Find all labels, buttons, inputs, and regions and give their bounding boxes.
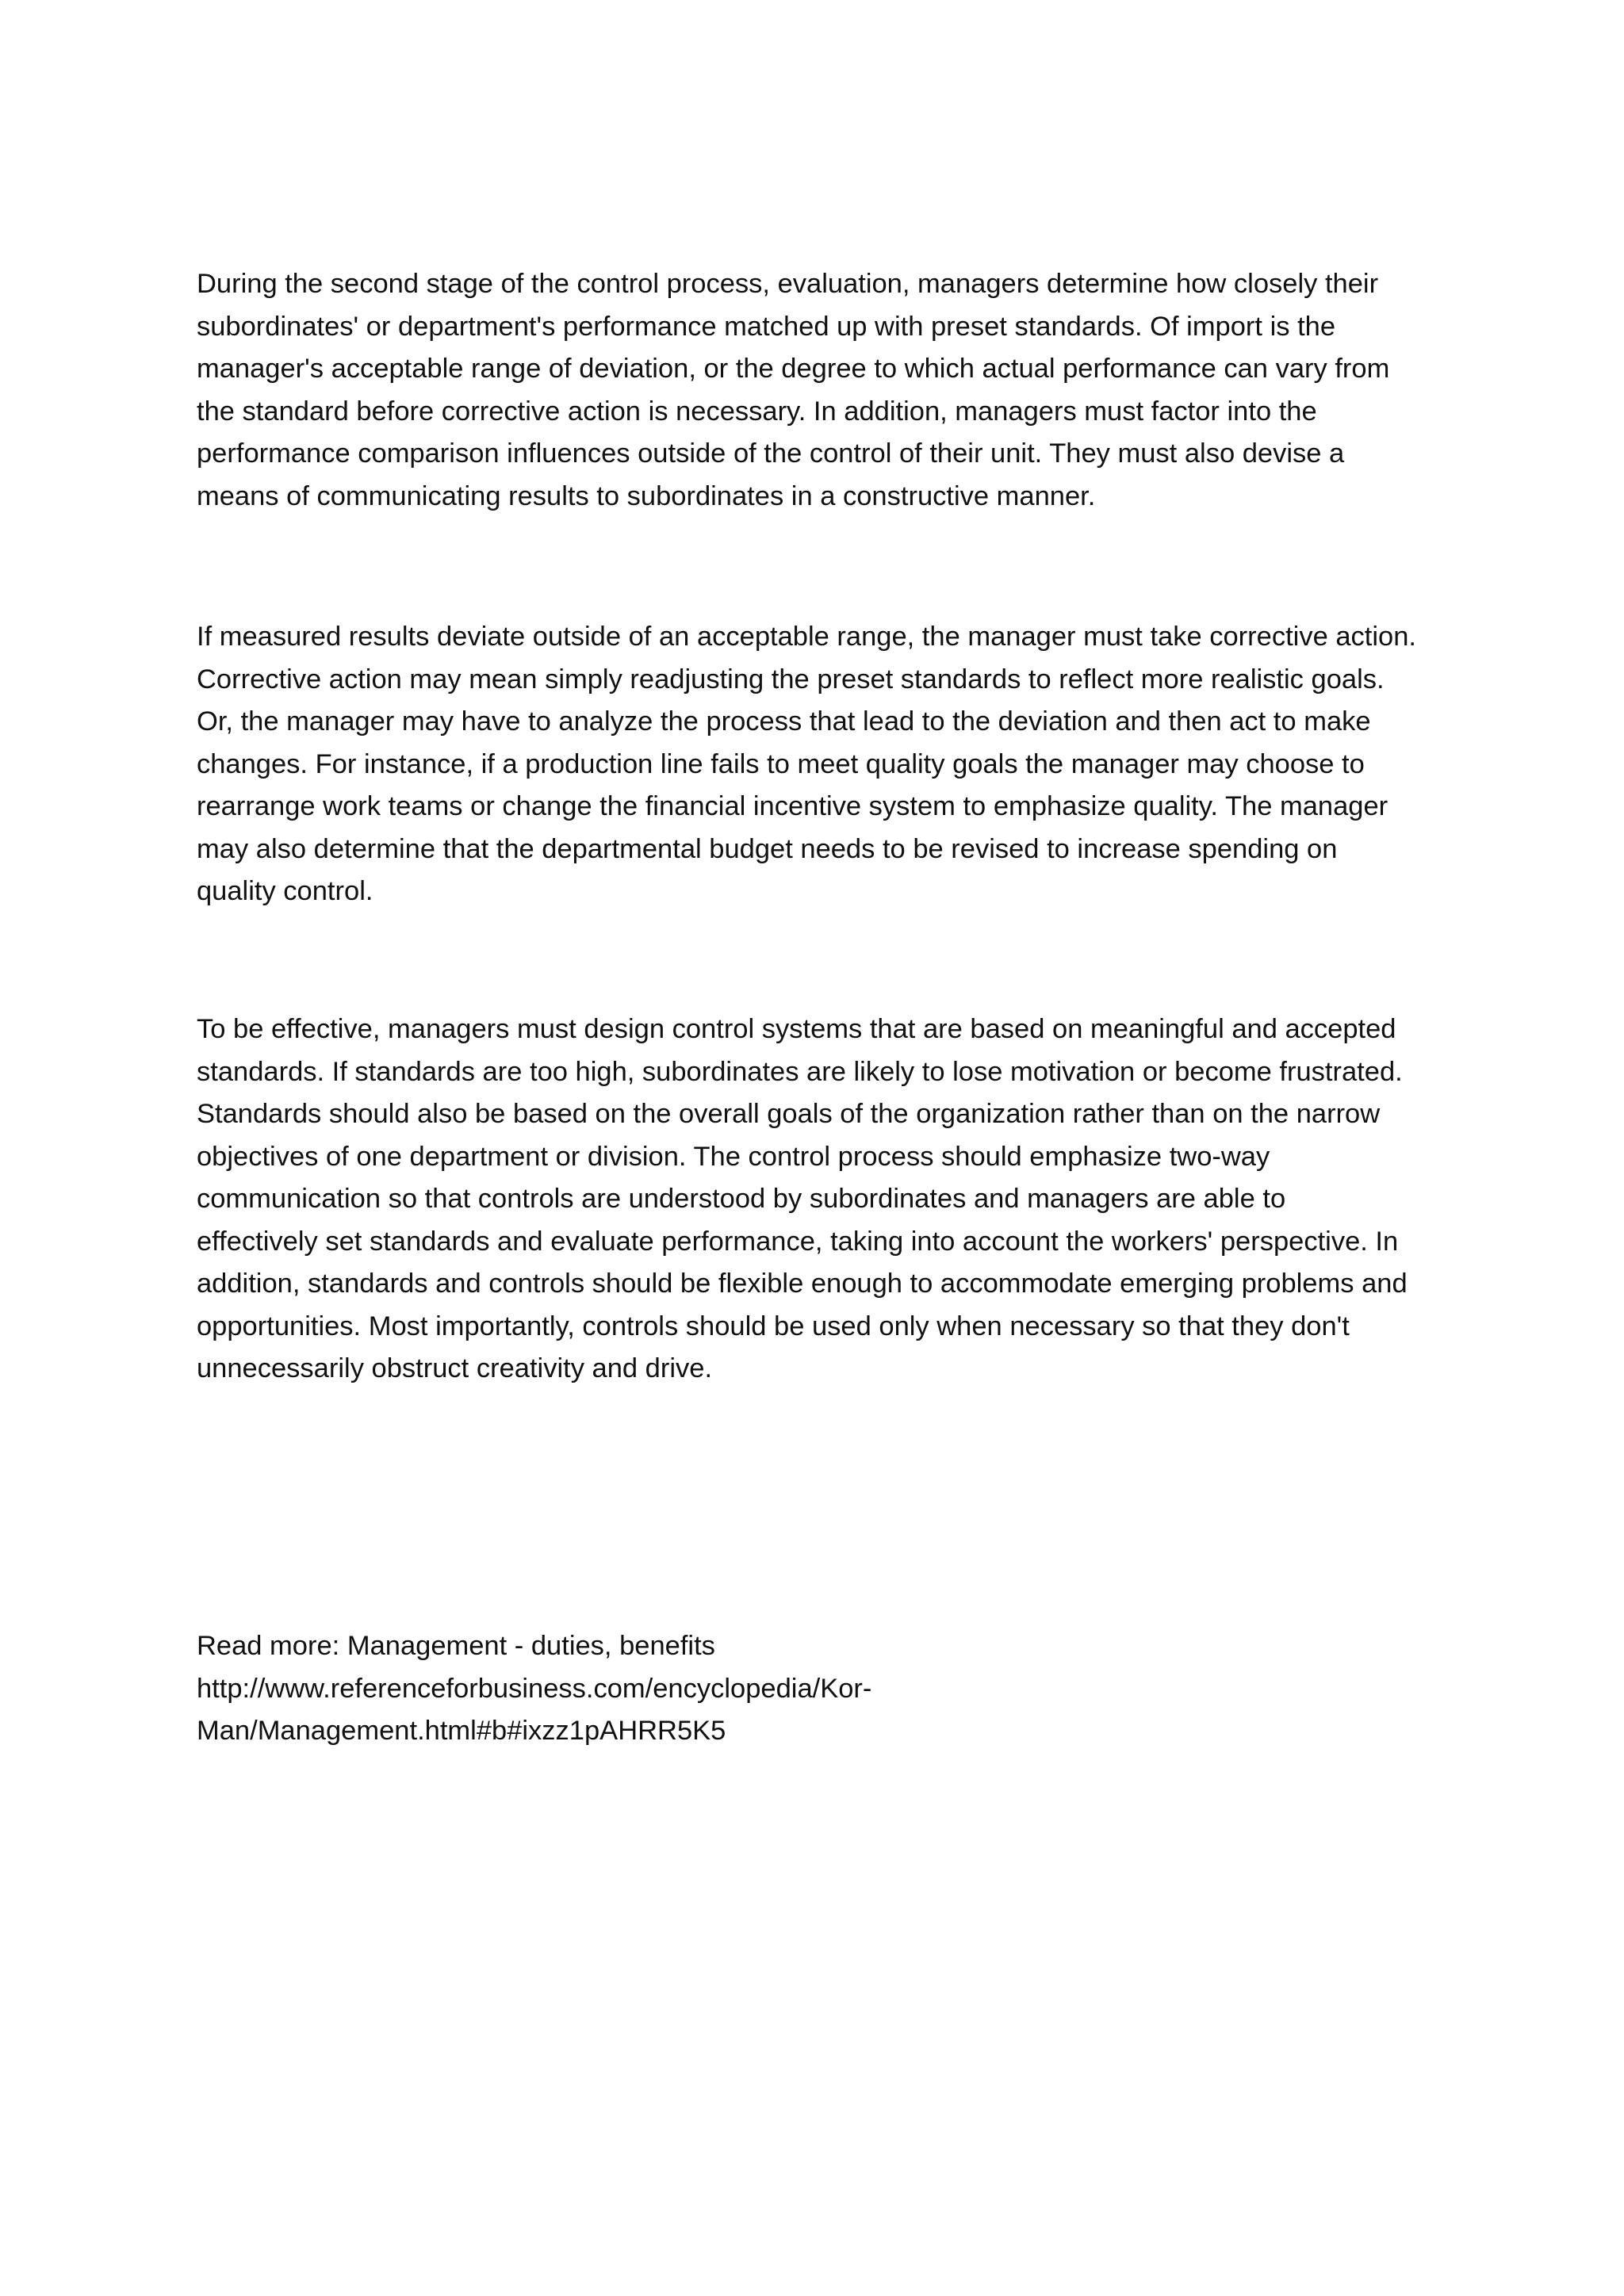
paragraph-effective-control: To be effective, managers must design control systems that are based on meaningful and accepted standards. If standards are too high, subordinates are likely to lose motivation or become frustrated. Standards should also be based on the overall goals of the organization rather than on the narrow objectives of one department or division. The control process should emphasize two-way communication so that controls are understood by subordinates and managers are able to effectively set standards and evaluate performance, taking into account the workers' perspective. In addition, standards and controls should be flexible enough to accommodate emerging problems and opportunities. Most importantly, controls should be used only when necessary so that they don't unnecessarily obstruct creativity and drive. [197, 1014, 1408, 1383]
paragraph-evaluation: During the second stage of the control process, evaluation, managers determine how closely their subordinates' or department's performance matched up with preset standards. Of import is the manager's acceptable range of deviation, or the degree to which actual performance can vary from the standard before corrective action is necessary. In addition, managers must factor into the performance comparison influences outside of the control of their unit. They must also devise a means of communicating results to subordinates in a constructive manner. [197, 269, 1390, 511]
read-more-reference: Read more: Management - duties, benefits http://www.referenceforbusiness.com/encyclopedia/Kor- Man/Management.html#b#ixzz1pAHRR5K5 [197, 1631, 872, 1746]
paragraph-corrective-action: If measured results deviate outside of an acceptable range, the manager must take corrective action. Corrective action may mean simply readjusting the preset standards to reflect more realistic goals. Or, the manager may have to analyze the process that lead to the deviation and then act to make changes. For instance, if a production line fails to meet quality goals the manager may choose to rearrange work teams or change the financial incentive system to emphasize quality. The manager may also determine that the departmental budget needs to be revised to increase spending on quality control. [197, 622, 1417, 906]
